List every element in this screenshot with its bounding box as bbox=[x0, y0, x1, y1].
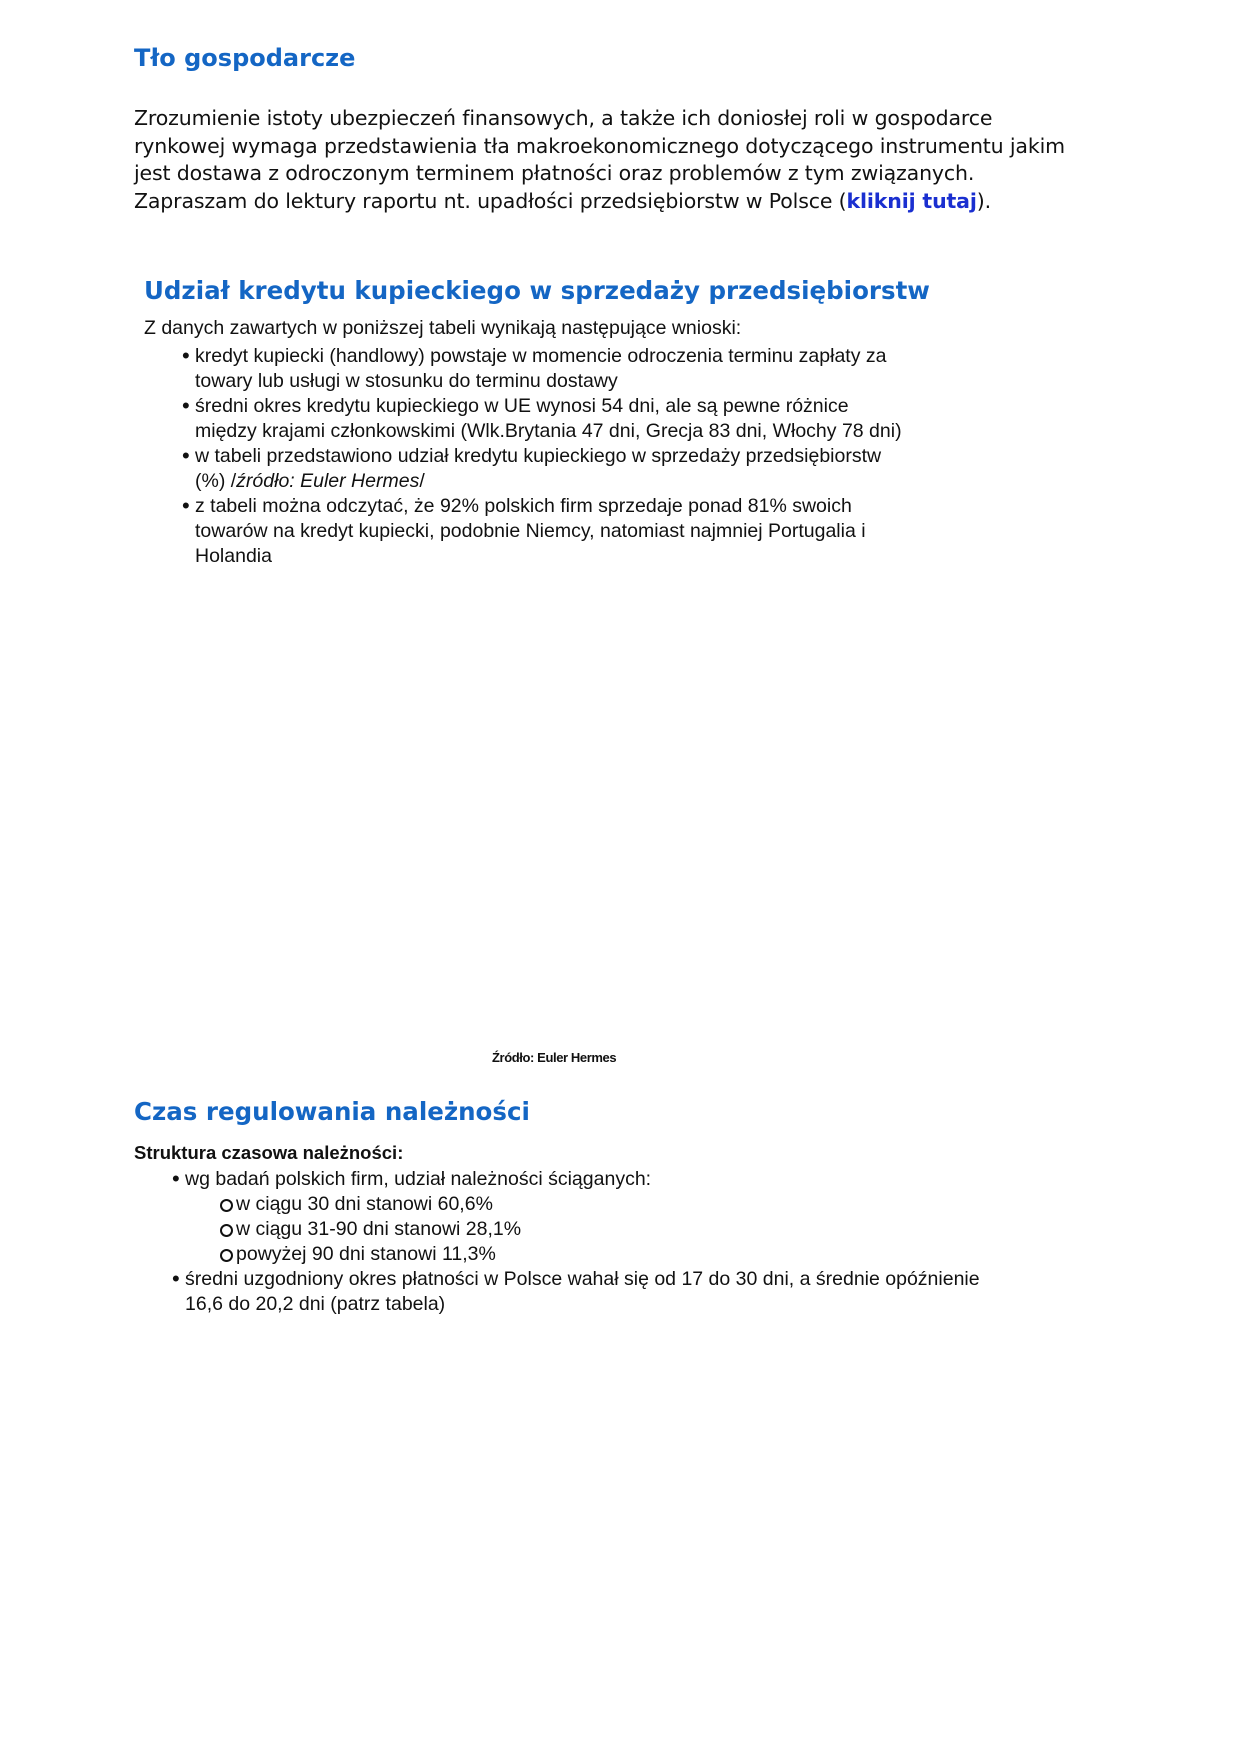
circle-bullet-icon bbox=[220, 1224, 233, 1237]
list-item-text: Holandia bbox=[195, 545, 272, 567]
list-item-text: kredyt kupiecki (handlowy) powstaje w momencie odroczenia terminu zapłaty za bbox=[195, 345, 887, 367]
intro-line: jest dostawa z odroczonym terminem płatności oraz problemów z tym związanych. bbox=[134, 161, 975, 185]
list-item-text: w tabeli przedstawiono udział kredytu kupieckiego w sprzedaży przedsiębiorstw bbox=[195, 445, 882, 467]
intro-line: rynkowej wymaga przedstawienia tła makroekonomicznego dotyczącego instrumentu jakim bbox=[134, 133, 1065, 158]
bullet-icon: • bbox=[172, 1166, 180, 1191]
list-item-text: między krajami członkowskimi (Wlk.Brytania 47 dni, Grecja 83 dni, Włochy 78 dni) bbox=[195, 420, 902, 442]
list-item-text: towarów na kredyt kupiecki, podobnie Niemcy, natomiast najmniej Portugalia i bbox=[195, 520, 866, 542]
list-item-text: średni okres kredytu kupieckiego w UE wynosi 54 dni, ale są pewne różnice bbox=[195, 395, 849, 417]
intro-line-with-link bbox=[134, 188, 1065, 216]
intro-text-end: ). bbox=[976, 188, 991, 213]
structure-subtitle: Struktura czasowa należności: bbox=[134, 1142, 404, 1163]
intro-paragraph bbox=[134, 105, 1065, 215]
circle-bullet-icon bbox=[220, 1249, 233, 1262]
section-title-economic-background: Tło gospodarcze bbox=[134, 44, 356, 72]
source-italic: źródło: Euler Hermes bbox=[236, 470, 420, 492]
bullet-icon: • bbox=[172, 1266, 180, 1291]
list-item-text: wg badań polskich firm, udział należności ściąganych: bbox=[185, 1168, 652, 1190]
report-link[interactable]: kliknij tutaj bbox=[846, 188, 977, 213]
bullet-icon: • bbox=[182, 393, 190, 418]
bullet-icon: • bbox=[182, 493, 190, 518]
conclusions-intro: Z danych zawartych w poniższej tabeli wynikają następujące wnioski: bbox=[144, 317, 742, 339]
circle-bullet-icon bbox=[220, 1199, 233, 1212]
list-item-text: towary lub usługi w stosunku do terminu dostawy bbox=[195, 370, 618, 392]
bullet-icon: • bbox=[182, 443, 190, 468]
list-item-text bbox=[195, 467, 425, 495]
list-item-text: z tabeli można odczytać, że 92% polskich firm sprzedaje ponad 81% swoich bbox=[195, 495, 852, 517]
section-title-payment-time: Czas regulowania należności bbox=[134, 1097, 530, 1126]
intro-text: Zapraszam do lektury raportu nt. upadłości przedsiębiorstw w Polsce ( bbox=[134, 188, 847, 213]
bullet-icon: • bbox=[182, 343, 190, 368]
list-item-text: średni uzgodniony okres płatności w Polsce wahał się od 17 do 30 dni, a średnie opóźnienie bbox=[185, 1268, 980, 1290]
source-prefix: (%) / bbox=[195, 470, 237, 492]
list-item-text: 16,6 do 20,2 dni (patrz tabela) bbox=[185, 1293, 446, 1315]
sub-list-item-text: w ciągu 31-90 dni stanowi 28,1% bbox=[236, 1218, 522, 1240]
receivables-list bbox=[172, 1165, 980, 1335]
intro-line: Zrozumienie istoty ubezpieczeń finansowych, a także ich doniosłej roli w gospodarce bbox=[134, 106, 993, 130]
table-source-note: Źródło: Euler Hermes bbox=[492, 1050, 617, 1065]
sub-list-item-text: w ciągu 30 dni stanowi 60,6% bbox=[236, 1193, 493, 1215]
sub-list-item-text: powyżej 90 dni stanowi 11,3% bbox=[236, 1243, 496, 1265]
section-title-trade-credit-share: Udział kredytu kupieckiego w sprzedaży przedsiębiorstw bbox=[144, 276, 930, 305]
conclusions-list bbox=[182, 342, 942, 582]
source-suffix: / bbox=[419, 470, 425, 492]
